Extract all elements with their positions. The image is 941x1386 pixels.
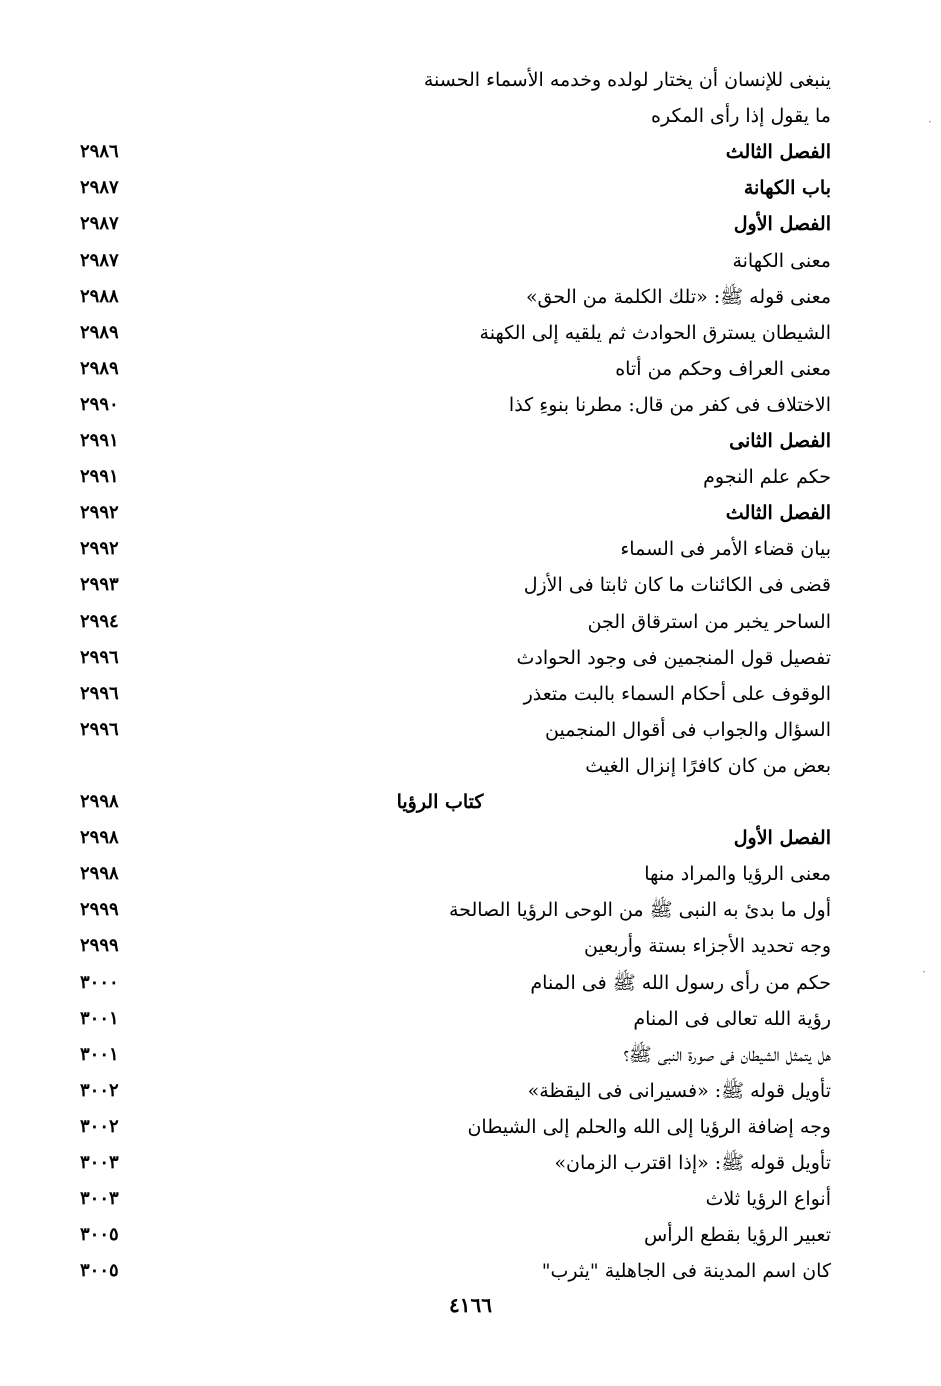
toc-page-number: ٢٩٩٩: [80, 935, 119, 956]
toc-page-number: ٣٠٠٣: [80, 1152, 119, 1173]
toc-row: [0, 567, 941, 603]
toc-row: [0, 351, 941, 387]
toc-entry-title: معنى قوله ﷺ: «تلك الكلمة من الحق»: [525, 286, 831, 308]
toc-section-heading: الفصل الثالث: [725, 502, 831, 524]
toc-section-heading: الفصل الأول: [733, 213, 831, 235]
toc-entry-title: رؤية الله تعالى فى المنام: [633, 1008, 831, 1030]
toc-row: [0, 531, 941, 567]
toc-entry-title: بعض من كان كافرًا إنزال الغيث: [585, 755, 831, 777]
toc-row: [0, 965, 941, 1001]
toc-page-number: ٢٩٩٩: [80, 899, 119, 920]
toc-row: [0, 279, 941, 315]
toc-row: [0, 1001, 941, 1037]
toc-row: [0, 423, 941, 459]
toc-entry-title: هل يتمثل الشيطان فى صورة النبى ﷺ؟: [623, 1044, 831, 1066]
toc-entry-title: أول ما بدئ به النبى ﷺ من الوحى الرؤيا الصالحة: [449, 899, 831, 921]
toc-row: [0, 820, 941, 856]
toc-row: [0, 134, 941, 170]
toc-entry-title: تعبير الرؤيا بقطع الرأس: [644, 1224, 831, 1246]
toc-entry-title: قضى فى الكائنات ما كان ثابتا فى الأزل: [523, 574, 831, 596]
scan-mark: ·: [922, 965, 926, 979]
toc-row: [0, 712, 941, 748]
toc-page-number: ٢٩٨٧: [80, 177, 119, 198]
toc-section-heading: الفصل الثالث: [725, 141, 831, 163]
toc-entry-title: بيان قضاء الأمر فى السماء: [620, 538, 831, 560]
toc-row: [0, 459, 941, 495]
toc-entry-title: تفصيل قول المنجمين فى وجود الحوادث: [516, 647, 831, 669]
toc-section-heading: الفصل الأول: [733, 827, 831, 849]
toc-page-number: ٢٩٩٨: [80, 791, 119, 812]
toc-page-number: ٣٠٠٢: [80, 1080, 119, 1101]
toc-row: [0, 784, 941, 820]
toc-row: [0, 1073, 941, 1109]
toc-page-number: ٢٩٩٢: [80, 538, 119, 559]
toc-page-number: ٢٩٩٦: [80, 647, 119, 668]
toc-page-number: ٣٠٠١: [80, 1008, 119, 1029]
toc-page-number: ٣٠٠٥: [80, 1260, 119, 1281]
toc-page-number: ٢٩٨٦: [80, 141, 119, 162]
toc-row: [0, 387, 941, 423]
toc-entry-title: حكم من رأى رسول الله ﷺ فى المنام: [530, 972, 831, 994]
toc-row: [0, 1037, 941, 1073]
toc-page-number: ٣٠٠٥: [80, 1224, 119, 1245]
toc-page-number: ٢٩٨٩: [80, 358, 119, 379]
toc-page-number: ٢٩٩٠: [80, 394, 119, 415]
toc-row: [0, 495, 941, 531]
toc-entry-title: الشيطان يسترق الحوادث ثم يلقيه إلى الكهنة: [479, 322, 831, 344]
toc-row: [0, 62, 941, 98]
toc-row: [0, 748, 941, 784]
toc-entry-title: وجه إضافة الرؤيا إلى الله والحلم إلى الشيطان: [467, 1116, 831, 1138]
toc-entry-title: الساحر يخبر من استرقاق الجن: [587, 611, 831, 633]
toc-section-heading: كتاب الرؤيا: [396, 791, 484, 813]
toc-page-number: ٣٠٠٣: [80, 1188, 119, 1209]
toc-page-number: ٢٩٩٣: [80, 574, 119, 595]
toc-page-number: ٣٠٠٢: [80, 1116, 119, 1137]
toc-row: [0, 928, 941, 964]
toc-row: [0, 892, 941, 928]
toc-entry-title: حكم علم النجوم: [703, 466, 831, 488]
toc-page-number: ٢٩٨٧: [80, 250, 119, 271]
toc-page-number: ٢٩٩١: [80, 466, 119, 487]
toc-row: [0, 604, 941, 640]
toc-row: [0, 1253, 941, 1289]
toc-entry-title: وجه تحديد الأجزاء بستة وأربعين: [583, 935, 831, 957]
toc-page-number: ٢٩٩٦: [80, 683, 119, 704]
toc-page-number: ٢٩٩٢: [80, 502, 119, 523]
toc-page-number: ٣٠٠٠: [80, 972, 119, 993]
toc-page-number: ٣٠٠١: [80, 1044, 119, 1065]
page-number: ٤١٦٦: [449, 1293, 492, 1317]
toc-row: [0, 1109, 941, 1145]
toc-row: [0, 98, 941, 134]
toc-page-number: ٢٩٨٨: [80, 286, 119, 307]
toc-section-heading: الفصل الثانى: [729, 430, 831, 452]
toc-page-number: ٢٩٩٨: [80, 863, 119, 884]
toc-entry-title: الاختلاف فى كفر من قال: مطرنا بنوءِ كذا: [508, 394, 831, 416]
toc-entry-title: ينبغى للإنسان أن يختار لولده وخدمه الأسماء الحسنة: [423, 69, 831, 91]
toc-entry-title: السؤال والجواب فى أقوال المنجمين: [545, 719, 831, 741]
toc-row: [0, 676, 941, 712]
toc-row: [0, 640, 941, 676]
toc-row: [0, 1181, 941, 1217]
toc-page-number: ٢٩٩١: [80, 430, 119, 451]
toc-row: [0, 206, 941, 242]
toc-page-number: ٢٩٩٦: [80, 719, 119, 740]
toc-row: [0, 856, 941, 892]
toc-row: [0, 1217, 941, 1253]
scan-mark: ·: [928, 115, 932, 129]
toc-entry-title: كان اسم المدينة فى الجاهلية "يثرب": [541, 1260, 831, 1282]
toc-row: [0, 170, 941, 206]
toc-section-heading: باب الكهانة: [743, 177, 831, 199]
toc-row: [0, 243, 941, 279]
toc-entry-title: معنى العراف وحكم من أتاه: [615, 358, 831, 380]
toc-row: [0, 1145, 941, 1181]
toc-entry-title: معنى الكهانة: [732, 250, 831, 272]
toc-entry-title: تأويل قوله ﷺ: «إذا اقترب الزمان»: [554, 1152, 831, 1174]
toc-entry-title: ما يقول إذا رأى المكره: [651, 105, 831, 127]
toc-entry-title: الوقوف على أحكام السماء بالبت متعذر: [523, 683, 831, 705]
toc-row: [0, 315, 941, 351]
toc-entry-title: تأويل قوله ﷺ: «فسيرانى فى اليقظة»: [527, 1080, 831, 1102]
toc-page-number: ٢٩٩٨: [80, 827, 119, 848]
toc-entry-title: أنواع الرؤيا ثلاث: [705, 1188, 831, 1210]
toc-page-number: ٢٩٨٧: [80, 213, 119, 234]
toc-page-number: ٢٩٩٤: [80, 611, 119, 632]
toc-page-number: ٢٩٨٩: [80, 322, 119, 343]
toc-entry-title: معنى الرؤيا والمراد منها: [644, 863, 831, 885]
